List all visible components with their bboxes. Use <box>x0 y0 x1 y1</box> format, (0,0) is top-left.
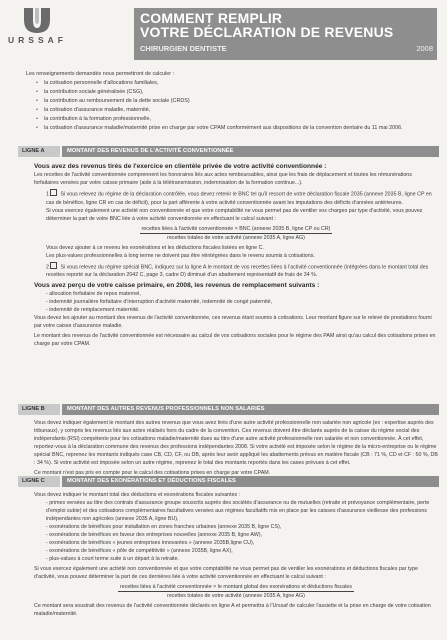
section-c-header <box>0 476 447 487</box>
deduction-item: - primes versées au titre des contrats d'assurance groupe souscrits auprès des sociétés d'assurance ou de mutuelles (retraite et prévoyance complémentaire, perte d'emploi subie) et des cotisations complémentaires facultatives versées aux régimes facultatifs mis en place par les caisses d'assurance vieillesse des professions indépendantes non agricoles (annexe 2035 A, ligne BU), <box>46 500 430 522</box>
deduction-item: - plus-values à court terme suite à un départ à la retraite. <box>46 556 180 562</box>
section-c-para: Si vous exercez également une activité non conventionnée et que votre comptabilité ne vous permet pas de ventiler les exonérations et déductions fiscales par type d'activité, vous pouvez déterminer la part de ces dernières liée à votre activité conventionnée en effectuant le calcul suivant : <box>34 566 418 580</box>
intro-item: • la contribution sociale généralisée (CSG), <box>44 88 436 97</box>
formula-a <box>34 225 438 242</box>
intro-list <box>26 79 436 133</box>
section-a-body <box>34 162 438 348</box>
profession-subtitle: CHIRURGIEN DENTISTE <box>140 44 227 53</box>
intro-item: • la cotisation d'assurance maladie/maternité prise en charge par votre CPAM conformément aux dispositions de la convention dentaire du 11 mai 2006. <box>44 124 436 133</box>
logo-mark-icon <box>22 6 52 34</box>
formula-denominator: recettes totales de votre activité (annexe 2035 A, ligne AG) <box>167 234 305 241</box>
page-title <box>140 11 393 39</box>
section-a-heading-1: Vous avez des revenus tirés de l'exercice en clientèle privée de votre activité conventionnée : <box>34 163 327 170</box>
title-line-2: VOTRE DÉCLARATION DE REVENUS <box>140 24 394 40</box>
section-b-title: MONTANT DES AUTRES REVENUS PROFESSIONNELS NON SALARIÉS <box>62 404 439 415</box>
section-b-para: Ce montant n'est pas pris en compte pour le calcul des cotisations prises en charge par votre CPAM. <box>34 470 271 476</box>
title-line-1: COMMENT REMPLIR <box>140 10 283 26</box>
replacement-item: - indemnité journalière forfaitaire d'interruption d'activité maternité, indemnité de congé paternité, <box>46 299 273 305</box>
section-a-para: Vous devez les ajouter au montant des revenus de l'activité conventionnée, ces revenus étant soumis à cotisations. Leur montant figure sur le relevé de prestations fourni par votre caisse d'assurance maladie. <box>34 315 432 329</box>
section-a-header <box>0 146 447 157</box>
deduction-item: - exonérations de bénéfices en faveur des entreprises nouvelles (annexe 2035 B, ligne AW), <box>46 532 262 538</box>
checkbox-icon <box>50 189 57 196</box>
intro-item: • la contribution à la formation professionnelle, <box>44 115 436 124</box>
formula-numerator: recettes liées à l'activité conventionnée × BNC (annexe 2035 B, ligne CP ou CR) <box>141 225 331 232</box>
logo-text: URSSAF <box>8 35 67 45</box>
option-number: 2 <box>46 264 49 270</box>
checkbox-icon <box>50 262 57 269</box>
intro-lead: Les renseignements demandés nous permettront de calculer : <box>26 71 175 77</box>
replacement-item: - allocation forfaitaire de repos maternel, <box>46 291 141 297</box>
section-a-tag: LIGNE A <box>18 146 60 157</box>
section-a-para: Si vous exercez également une activité non conventionnée et que votre comptabilité ne vous permet pas de ventiler vos charges par type d'activité, vous pouvez déterminer la part de votre BNC liée à votre activité conventionnée en effectuant le calcul suivant : <box>46 207 423 222</box>
section-c-lead: Vous devez indiquer le montant total des déductions et exonérations fiscales suivantes : <box>34 492 241 498</box>
section-c-tag: LIGNE C <box>18 476 60 487</box>
section-a-option-2 <box>34 262 438 280</box>
formula-numerator: recettes liées à l'activité conventionnée × le montant global des exonérations et déductions fiscales <box>119 584 352 590</box>
urssaf-logo <box>8 6 66 50</box>
section-a-para: Les recettes de l'activité conventionnée comprennent les honoraires liés aux actes remboursables, ainsi que les frais de déplacement et toutes les rémunérations forfaitaires versées par votre caisse primaire (aide à la télétransmission, indemnisation de la formation continue...). <box>34 172 412 186</box>
intro-item: • la cotisation d'assurance maladie, maternité, <box>44 106 436 115</box>
section-a-para: Vous devez ajouter à ce revenu les exonérations et les déductions fiscales listées en ligne C. <box>46 244 264 251</box>
formula-denominator: recettes totales de votre activité (annexe 2035 A, ligne AG) <box>167 593 305 599</box>
section-c-body <box>34 491 438 618</box>
option-text: Si vous relevez du régime de la déclaration contrôlée, vous devez retenir le BNC tel qu'il ressort de votre déclaration fiscale 2035 (annexe 2035 B, ligne CP en cas de bénéfice, ligne CR en cas de déficit), pour la part afférente à votre activité conventionnée avant les imputations des déficits d'années antérieures. <box>46 191 432 206</box>
replacement-item: - indemnité de remplacement maternité. <box>46 307 140 313</box>
option-number: 1 <box>46 191 49 198</box>
section-b-body <box>34 419 438 477</box>
section-c-title: MONTANT DES EXONÉRATIONS ET DÉDUCTIONS FISCALES <box>62 476 439 487</box>
section-c-para: Ce montant sera soustrait des revenus de l'activité conventionnée déclarés en ligne A et permettra à l'Urssaf de calculer l'assiette et la prise en charge de votre cotisation maladie/maternité. <box>34 603 431 617</box>
deduction-item: - exonérations de bénéfices « jeunes entreprises innovantes » (annexe 2035B,ligne CU), <box>46 540 255 546</box>
deduction-item: - exonérations de bénéfices « pôle de compétitivité » (annexe 2035B, ligne AX), <box>46 548 233 554</box>
section-a-para: Le montant des revenus de l'activité conventionnée est nécessaire au calcul de vos cotisations sociales pour le régime des PAM ainsi qu'au calcul des cotisations prises en charge par votre CPAM. <box>34 333 436 347</box>
section-b-tag: LIGNE B <box>18 404 60 415</box>
section-a-para: Les plus-values professionnelles à long terme ne doivent pas être réintégrées dans le revenu soumis à cotisations. <box>46 252 315 259</box>
section-b-para: Vous devez indiquer également le montant des autres revenus que vous avez tirés d'une autre activité professionnelle non salariée non agricole (ex : expertise auprès des tribunaux), y compris les revenus liés aux actes réalisés hors du cadre de la convention. Ces revenus doivent être déclarés auprès de la caisse du régime social des indépendants (RSI) compétente pour les cotisations maladie/maternité dues au titre d'une autre activité professionnelle non salariée et non conventionnée. À cet effet, reportez-vous à la déclaration commune des revenus des professions indépendantes 2008. Si votre activité est imposée selon le régime de la micro-entreprise ou le régime spécial BNC, reprenez les montants indiqués case CB, CD, CF, ou DB, après leur avoir appliqué les abattements prévus en matière fiscale (CB : 71 %, CD et CF : 50 %, DB : 34 %). Si votre activité est imposée selon un autre régime, reprenez le total des montants reportés dans les cases prévues à cet effet. <box>34 420 438 466</box>
header-banner <box>134 8 437 60</box>
intro-item: • la cotisation personnelle d'allocations familiales, <box>44 79 436 88</box>
intro-item: • la contribution au remboursement de la dette sociale (CRDS) <box>44 97 436 106</box>
year-label: 2008 <box>416 44 433 53</box>
deduction-item: - exonérations de bénéfices pour installation en zones franches urbaines (annexe 2035 B, ligne CS), <box>46 524 282 530</box>
section-a-option-1 <box>34 189 438 207</box>
option-text: Si vous relevez du régime spécial BNC, indiquez sur la ligne A le montant de vos recettes liées à l'activité conventionnée (intégrées dans le montant total des recettes reporté sur la déclaration 2042 C, page 3, cadre D) diminué d'un abattement représentatif de frais de 34 %. <box>46 264 429 278</box>
section-a-heading-2: Vous avez perçu de votre caisse primaire, en 2008, les revenus de remplacement suivants : <box>34 282 320 289</box>
section-b-header <box>0 404 447 415</box>
section-a-title: MONTANT DES REVENUS DE L'ACTIVITÉ CONVENTIONNÉE <box>62 146 439 157</box>
intro-section <box>26 70 436 133</box>
formula-c <box>34 583 438 600</box>
